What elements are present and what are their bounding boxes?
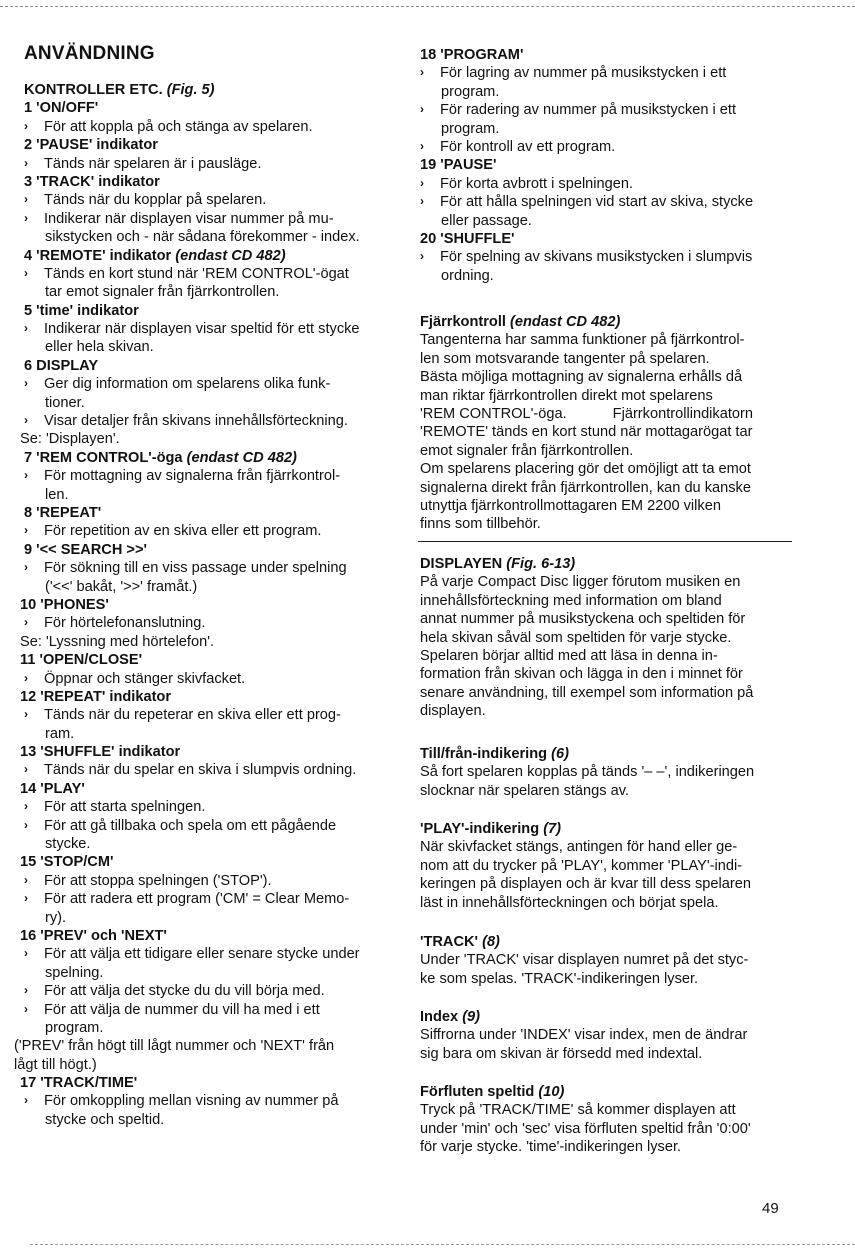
paragraph-line: slocknar när spelaren stängs av. <box>420 782 630 799</box>
top-scan-edge <box>0 6 855 7</box>
paragraph-line: formation från skivan och lägga in den i minnet för <box>420 666 743 683</box>
bullet-line: › Tänds när spelaren är i pausläge. <box>24 155 262 172</box>
note-line: ('PREV' från högt till lågt nummer och 'NEXT' från <box>14 1038 335 1055</box>
continuation-line: program. <box>441 83 500 100</box>
elapsed-time-section <box>416 1083 798 1157</box>
item-heading: 12 'REPEAT' indikator <box>20 688 172 705</box>
continuation-line: stycke. <box>45 836 91 853</box>
paragraph-line: När skivfacket stängs, antingen för hand eller ge- <box>420 839 738 856</box>
continuation-line: tar emot signaler från fjärrkontrollen. <box>45 284 280 301</box>
continuation-line: tioner. <box>45 394 85 411</box>
continuation-line: sikstycken och - när sådana förekommer - index. <box>45 229 360 246</box>
continuation-line: eller hela skivan. <box>45 339 154 356</box>
paragraph-line: 'REMOTE' tänds en kort stund när mottagarögat tar <box>420 424 753 441</box>
item-heading: 10 'PHONES' <box>20 596 109 613</box>
bullet-line: › För repetition av en skiva eller ett program. <box>24 523 322 540</box>
subsection-heading: Förfluten speltid (10) <box>420 1084 565 1100</box>
paragraph-line: På varje Compact Disc ligger förutom musiken en <box>420 574 741 591</box>
item-heading: 13 'SHUFFLE' indikator <box>20 744 181 761</box>
bullet-line: › För att starta spelningen. <box>24 799 206 816</box>
paragraph-line: senare användning, till exempel som information på <box>420 684 754 701</box>
paragraph-line: emot signaler från fjärrkontrollen. <box>420 442 634 459</box>
bullet-line: › För att stoppa spelningen ('STOP'). <box>24 872 272 889</box>
reference-line: Se: 'Lyssning med hörtelefon'. <box>20 633 215 650</box>
paragraph-line: annat nummer på musikstyckena och speltiden för <box>420 611 746 628</box>
continuation-line: spelning. <box>45 964 104 981</box>
paragraph-line: Om spelarens placering gör det omöjligt att ta emot <box>420 461 751 478</box>
section-divider <box>418 541 792 542</box>
play-section <box>416 820 798 912</box>
bullet-line: › För hörtelefonanslutning. <box>24 615 206 632</box>
item-heading: 4 'REMOTE' indikator (endast CD 482) <box>24 247 286 264</box>
bullet-line: › För att radera ett program ('CM' = Clear Memo- <box>24 891 350 908</box>
bullet-line: › Indikerar när displayen visar nummer på mu- <box>24 210 334 227</box>
bullet-line: › För att välja det stycke du du vill börja med. <box>24 983 325 1000</box>
paragraph-line: Siffrorna under 'INDEX' visar index, men de ändrar <box>420 1027 748 1044</box>
remote-section <box>416 313 798 534</box>
bullet-line: › För att koppla på och stänga av spelaren. <box>24 118 313 135</box>
bullet-line: › Öppnar och stänger skivfacket. <box>24 670 246 687</box>
item-heading: 5 'time' indikator <box>24 302 139 319</box>
item-heading: 7 'REM CONTROL'-öga (endast CD 482) <box>24 449 297 466</box>
paragraph-line: keringen på displayen och är kvar till dess spelaren <box>420 876 751 893</box>
continuation-line: ram. <box>45 725 75 742</box>
page-number: 49 <box>762 1200 779 1217</box>
bullet-line: › Tänds en kort stund när 'REM CONTROL'-ögat <box>24 265 349 282</box>
bullet-line: › För att välja ett tidigare eller senare stycke under <box>24 946 360 963</box>
continuation-line: eller passage. <box>441 212 532 229</box>
reference-line: Se: 'Displayen'. <box>20 431 120 448</box>
item-heading: 19 'PAUSE' <box>420 157 497 174</box>
bullet-line: › För att välja de nummer du vill ha med i ett <box>24 1001 320 1018</box>
note-line: lågt till högt.) <box>14 1056 97 1073</box>
paragraph-line: för varje stycke. 'time'-indikeringen lyser. <box>420 1139 682 1156</box>
paragraph-line: Så fort spelaren kopplas på tänds '– –', indikeringen <box>420 764 755 781</box>
paragraph-line: Tangenterna har samma funktioner på fjärrkontrol- <box>420 332 745 349</box>
display-section <box>416 555 798 721</box>
paragraph-line: finns som tillbehör. <box>420 516 541 533</box>
controls-list-continued <box>416 46 798 285</box>
continuation-line: program. <box>45 1019 104 1036</box>
item-heading: 9 '<< SEARCH >>' <box>24 541 147 558</box>
item-heading: 16 'PREV' och 'NEXT' <box>20 927 167 944</box>
continuation-line: stycke och speltid. <box>45 1111 165 1128</box>
item-heading: 15 'STOP/CM' <box>20 854 114 871</box>
paragraph-line: ke som spelas. 'TRACK'-indikeringen lyser. <box>420 970 699 987</box>
item-heading: 14 'PLAY' <box>20 780 85 797</box>
paragraph-line: innehållsförteckning med information om bland <box>420 592 722 609</box>
section-heading-display: DISPLAYEN (Fig. 6-13) <box>420 556 576 572</box>
bullet-line: › Visar detaljer från skivans innehållsförteckning. <box>24 413 348 430</box>
item-heading: 17 'TRACK/TIME' <box>20 1075 138 1092</box>
bullet-line: › För omkoppling mellan visning av nummer på <box>24 1093 339 1110</box>
paragraph-line: Bästa möjliga mottagning av signalerna erhålls då <box>420 369 743 386</box>
paragraph-line: Spelaren börjar alltid med att läsa in denna in- <box>420 647 718 664</box>
section-heading-remote: Fjärrkontroll (endast CD 482) <box>420 314 621 330</box>
bullet-line: › Tänds när du spelar en skiva i slumpvis ordning. <box>24 762 357 779</box>
bullet-line: › För kontroll av ett program. <box>420 138 616 155</box>
bullet-line: › För korta avbrott i spelningen. <box>420 175 634 192</box>
section-heading-controls: KONTROLLER ETC. (Fig. 5) <box>24 82 215 98</box>
item-heading: 11 'OPEN/CLOSE' <box>20 652 143 669</box>
track-section <box>416 933 798 988</box>
bullet-line: › För spelning av skivans musikstycken i slumpvis <box>420 249 753 266</box>
index-section <box>416 1008 798 1063</box>
continuation-line: ry). <box>45 909 67 926</box>
item-heading: 2 'PAUSE' indikator <box>24 137 158 154</box>
page-title: ANVÄNDNING <box>24 43 155 64</box>
paragraph-line: utnyttja fjärrkontrollmottagaren EM 2200 vilken <box>420 497 721 514</box>
onoff-section <box>416 745 798 800</box>
item-heading: 18 'PROGRAM' <box>420 47 524 63</box>
paragraph-line: signalerna direkt från fjärrkontrollen, kan du kanske <box>420 479 751 496</box>
bullet-line: › För mottagning av signalerna från fjärrkontrol- <box>24 468 341 485</box>
paragraph-line: hela skivan såväl som speltiden för varje stycke. <box>420 629 732 646</box>
controls-list <box>14 81 394 1129</box>
continuation-line: ordning. <box>441 267 494 284</box>
paragraph-line: displayen. <box>420 703 486 720</box>
subsection-heading: 'TRACK' (8) <box>420 934 500 950</box>
paragraph-line: Tryck på 'TRACK/TIME' så kommer displayen att <box>420 1102 736 1119</box>
subsection-heading: Till/från-indikering (6) <box>420 746 569 762</box>
item-heading: 3 'TRACK' indikator <box>24 173 160 190</box>
continuation-line: len. <box>45 486 69 503</box>
bullet-line: › För att gå tillbaka och spela om ett pågående <box>24 817 337 834</box>
paragraph-line: sig bara om skivan är försedd med indextal. <box>420 1045 703 1062</box>
bullet-line: › För att hålla spelningen vid start av skiva, stycke <box>420 194 754 211</box>
bottom-scan-edge <box>30 1244 855 1245</box>
bullet-line: › För lagring av nummer på musikstycken i ett <box>420 65 727 82</box>
bullet-line: › Indikerar när displayen visar speltid för ett stycke <box>24 321 360 338</box>
item-heading: 20 'SHUFFLE' <box>420 230 515 247</box>
paragraph-line: läst in innehållsförteckningen och börjat spela. <box>420 894 719 911</box>
subsection-heading: Index (9) <box>420 1009 481 1025</box>
paragraph-line: 'REM CONTROL'-öga. Fjärrkontrollindikatorn <box>420 405 753 422</box>
bullet-line: › Tänds när du kopplar på spelaren. <box>24 192 267 209</box>
paragraph-line: under 'min' och 'sec' visa förfluten speltid från '0:00' <box>420 1120 751 1137</box>
continuation-line: ('<<' bakåt, '>>' framåt.) <box>45 578 198 595</box>
paragraph-line: len som motsvarande tangenter på spelaren. <box>420 350 710 367</box>
bullet-line: › Ger dig information om spelarens olika funk- <box>24 376 331 393</box>
subsection-heading: 'PLAY'-indikering (7) <box>420 821 562 837</box>
paragraph-line: man riktar fjärrkontrollen direkt mot spelarens <box>420 387 713 404</box>
item-heading: 6 DISPLAY <box>24 357 99 374</box>
item-heading: 8 'REPEAT' <box>24 504 102 521</box>
bullet-line: › För sökning till en viss passage under spelning <box>24 560 347 577</box>
bullet-line: › Tänds när du repeterar en skiva eller ett prog- <box>24 707 341 724</box>
paragraph-line: nom att du trycker på 'PLAY', kommer 'PLAY'-indi- <box>420 857 743 874</box>
continuation-line: program. <box>441 120 500 137</box>
item-heading: 1 'ON/OFF' <box>24 100 99 117</box>
paragraph-line: Under 'TRACK' visar displayen numret på det styc- <box>420 952 749 969</box>
bullet-line: › För radering av nummer på musikstycken i ett <box>420 102 737 119</box>
